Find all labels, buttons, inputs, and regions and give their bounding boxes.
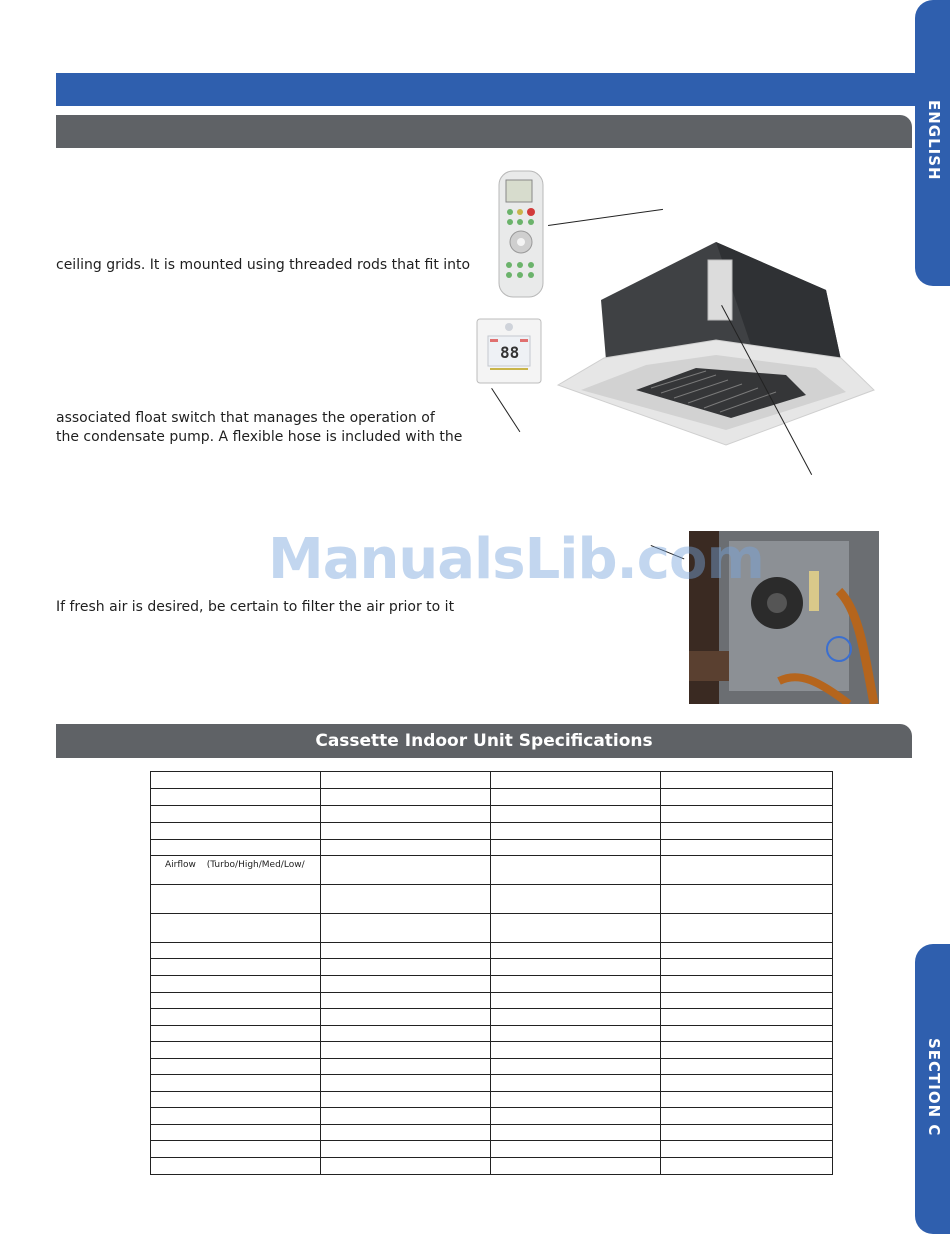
- airflow-cell: [151, 856, 321, 885]
- english-tab[interactable]: [915, 0, 950, 286]
- text-float-switch: associated float switch that manages the operation of: [56, 410, 435, 426]
- table-row: [151, 1125, 833, 1141]
- table-row: [151, 1059, 833, 1075]
- table-row: [151, 789, 833, 806]
- table-row: [151, 1108, 833, 1125]
- table-row: [151, 1042, 833, 1059]
- table-row: [151, 959, 833, 976]
- leader-line-remote: [548, 209, 663, 226]
- text-fresh-air: If fresh air is desired, be certain to filter the air prior to it: [56, 599, 455, 615]
- section-tab-label: SECTION C: [925, 1038, 943, 1137]
- table-row: [151, 914, 833, 943]
- table-row: [151, 976, 833, 993]
- table-row: [151, 1009, 833, 1026]
- airflow-speeds: (Turbo/High/Med/Low/: [206, 860, 305, 870]
- table-row: [151, 1026, 833, 1042]
- specs-title-band: Cassette Indoor Unit Specifications: [56, 724, 912, 758]
- table-row: [151, 885, 833, 914]
- table-row: [151, 1141, 833, 1158]
- english-tab-label: ENGLISH: [925, 100, 943, 181]
- table-row: [151, 993, 833, 1009]
- table-row: [151, 840, 833, 856]
- header-band-blue: [56, 73, 924, 106]
- leader-line-controller: [491, 388, 520, 432]
- header-band-gray: [56, 115, 912, 148]
- table-row: [151, 1092, 833, 1108]
- wall-controller-image: [476, 318, 542, 384]
- table-row: [151, 772, 833, 789]
- table-row: [151, 856, 833, 885]
- text-ceiling-grids: ceiling grids. It is mounted using threaded rods that fit into: [56, 257, 471, 273]
- airflow-label: Airflow: [165, 860, 196, 870]
- controller-display-digits: 88: [500, 343, 520, 362]
- table-row: [151, 806, 833, 823]
- text-condensate-pump: the condensate pump. A flexible hose is included with the: [56, 429, 463, 445]
- table-row: [151, 823, 833, 840]
- table-row: [151, 943, 833, 959]
- remote-control-image: [498, 170, 544, 298]
- cassette-unit-image: [556, 240, 884, 450]
- table-row: [151, 1158, 833, 1175]
- table-row: [151, 1075, 833, 1092]
- watermark-text: ManualsLib.com: [268, 527, 764, 592]
- specs-table: [150, 771, 833, 1175]
- section-tab[interactable]: [915, 944, 950, 1234]
